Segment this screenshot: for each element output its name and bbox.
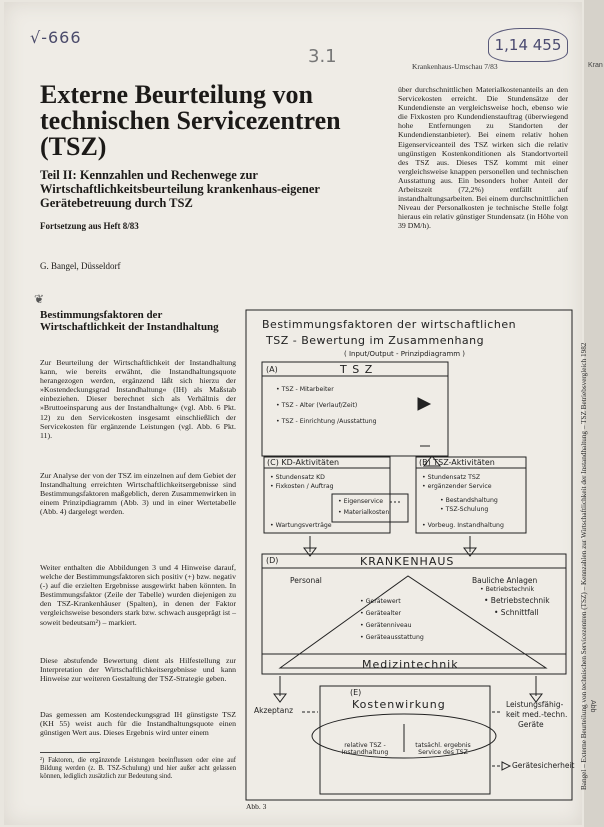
box-d-right-item: • Betriebstechnik <box>480 586 535 593</box>
footnote: ²) Faktoren, die ergänzende Leistungen beeinflussen oder eine auf Bildung werden (z. B. TSZ-Schulung) und hier außer acht gelassen können, lediglich zusätzlich zur Bedeutung sind. <box>40 757 236 780</box>
author-line: G. Bangel, Düsseldorf <box>40 261 121 271</box>
paragraph: Zur Analyse der von der TSZ im einzelnen auf dem Gebiet der Instandhaltung erreichten Wirtschaftlichkeitsergebnisse sind Bestimmungsfaktoren maßgeblich, deren Zusammenwirken in einem Prinzipdiagramm (Abb. 3) und in einer Wertetabelle (Abb. 4) dargelegt werden. <box>40 471 236 517</box>
box-b-label: (B) TSZ-Aktivitäten <box>419 458 495 467</box>
box-d-left-label: Personal <box>290 576 322 585</box>
diagram-title-line1: Bestimmungsfaktoren der wirtschaftlichen <box>262 318 517 331</box>
paragraph-right-column: über durchschnittlichen Materialkostenanteils an den Servicekosten erreicht. Die Stundensätze der Kundendienste an vergleichsweise hoch, ebenso wie die Fixkosten pro Kundendienstauftrag (überwiegend hohe Entfernungen zu Standorten der Kundendienstanbieter). Bei einem relativ hohen Eigenserviceanteil des TSZ wirken sich die relativ ungünstigen Kostenkonditionen als Standortvorteil des TSZ aus. Dieses TSZ kommt mit einer vergleichsweise knappen personellen und technischen Ausstattung aus. Ein besonders hoher Anteil der Arbeitszeit (72,2%) entfällt auf instandhaltungsarbeiten. Bei einem durchschnittlichen Niveau der Personalkosten je technische Stelle folgt hieraus ein relativ günstiger Stundensatz (in Höhe von 39 DM/h). <box>398 85 568 231</box>
handwritten-annotation-mid: 3.1 <box>308 46 337 67</box>
box-c-item: • Wartungsverträge <box>270 522 332 529</box>
box-e-label: (E) <box>350 688 362 697</box>
outcome-right-line: Geräte <box>518 720 544 729</box>
figure-label: Abb. 3 <box>246 802 267 811</box>
box-e-right-note: tatsächl. ergebnis Service des TSZ <box>415 742 471 756</box>
outcome-bottom: Gerätesicherheit <box>512 761 575 770</box>
continuation-note: Fortsetzung aus Heft 8/83 <box>40 221 139 231</box>
article-subtitle: Teil II: Kennzahlen und Rechenwege zur Wirtschaftlichkeitsbeurteilung krankenhaus-eigener Gerätebetreuung durch TSZ <box>40 168 320 210</box>
box-d-right-item: • Betriebstechnik <box>484 596 550 605</box>
outcome-right-line: keit med.-techn. <box>506 710 568 719</box>
triangle-item: • Gerätewert <box>360 598 401 605</box>
running-head: Krankenhaus-Umschau 7/83 <box>412 62 498 71</box>
paragraph: Weiter enthalten die Abbildungen 3 und 4 Hinweise darauf, welche der Bestimmungsfaktoren sich positiv (+) bzw. negativ (-) auf die erzielten Ergebnisse ausgewirkt haben könnten. In Bestimmungsfaktor (Zeile der Tabelle) wurden diejenigen zu den TSZ-Krankenhäuser (Spalten), in denen der Faktor vergleichsweise besonders stark bzw. schwach ausgeprägt ist – soweit bedeutsam²) – markiert. <box>40 563 236 627</box>
outcome-right-line: Leistungsfähig- <box>506 700 564 709</box>
box-d-bottom: Medizintechnik <box>362 658 459 671</box>
box-b-item: • ergänzender Service <box>422 483 492 490</box>
footnote-rule <box>40 752 100 753</box>
box-a-item: • TSZ - Mitarbeiter <box>276 386 334 393</box>
box-a-item: • TSZ - Einrichtung /Ausstattung <box>276 418 377 425</box>
diagram-lines <box>240 296 579 806</box>
box-a-item: • TSZ - Alter (Verlauf/Zeit) <box>276 402 358 409</box>
triangle-item: • Geräteausstattung <box>360 634 424 641</box>
article-title: Externe Beurteilung von technischen Servicezentren (TSZ) <box>40 80 341 161</box>
box-d-title: KRANKENHAUS <box>360 555 455 568</box>
diagram-figure <box>240 296 579 806</box>
handwritten-annotation-left: √-666 <box>30 28 82 47</box>
triangle-item: • Gerätenniveau <box>360 622 412 629</box>
diagram-title-line3: ( Input/Output - Prinzipdiagramm ) <box>344 350 466 358</box>
triangle-item: • Gerätealter <box>360 610 402 617</box>
box-d-right-item: Bauliche Anlagen <box>472 576 538 585</box>
box-c-item: • Stundensatz KD <box>270 474 325 481</box>
outcome-left: Akzeptanz <box>254 706 294 715</box>
box-a-title: T S Z <box>340 363 374 376</box>
diagram-title-line2: TSZ - Bewertung im Zusammenhang <box>266 334 485 347</box>
box-b-item: • Stundensatz TSZ <box>422 474 481 481</box>
vertical-side-text: Bangel – Externe Beurteilung von technischen Servicezentren (TSZ) – Kennzahlen zur Wirtschaftlichkeit der Instandhaltung – TSZ Betriebsvergleich 1982 <box>580 342 588 790</box>
adjacent-page-label: Abb <box>589 700 596 713</box>
box-e-title: Kostenwirkung <box>352 698 446 711</box>
box-d-right-item: • Schnittfall <box>494 608 539 617</box>
box-b-item: • Vorbeug. Instandhaltung <box>422 522 504 529</box>
section-heading: Bestimmungsfaktoren der Wirtschaftlichkeit der Instandhaltung <box>40 309 219 333</box>
box-c-label: (C) KD-Aktivitäten <box>267 458 340 467</box>
paragraph: Das gemessen am Kostendeckungsgrad IH günstigste TSZ (KH 55) weist auch für die Instandhaltungsquote einen günstigen Wert aus. Dieses Ergebnis wird unter einem <box>40 710 236 738</box>
box-d-label: (D) <box>266 556 279 565</box>
adjacent-page-text: Kran <box>588 62 603 69</box>
box-b-item: • Bestandshaltung <box>440 497 498 504</box>
center-item: • Materialkosten <box>338 509 390 516</box>
box-a-label: (A) <box>266 365 278 374</box>
archive-stamp: 1,14 455 <box>488 28 568 62</box>
ornament-icon: ❦ <box>34 292 45 306</box>
paragraph: Zur Beurteilung der Wirtschaftlichkeit der Instandhaltung kann, wie bereits erwähnt, die Instandhaltungsquote herangezogen werden, ergänzend läßt sich hierzu der »Kostendeckungsgrad Instandhaltung« (IH) als Maßstab einbeziehen. Dieser berechnet sich als Verhältnis der »Bruttoeinsparung aus der Instandhaltung« (vgl. Abb. 6 Pkt. 12) zu den Servicekosten insgesamt einschließlich der Servicekosten für ergänzende Leistungen (vgl. Abb. 6 Pkt. 11). <box>40 358 236 440</box>
box-b-item: • TSZ-Schulung <box>440 506 489 513</box>
box-e-left-note: relative TSZ - Instandhaltung <box>341 742 389 756</box>
center-item: • Eigenservice <box>338 498 384 505</box>
box-c-item: • Fixkosten / Auftrag <box>270 483 334 490</box>
paragraph: Diese abstufende Bewertung dient als Hilfestellung zur Interpretation der Wirtschaftlichkeitsergebnisse und kann Hinweise zur weiteren Gestaltung der TSZ-Strategie geben. <box>40 656 236 684</box>
